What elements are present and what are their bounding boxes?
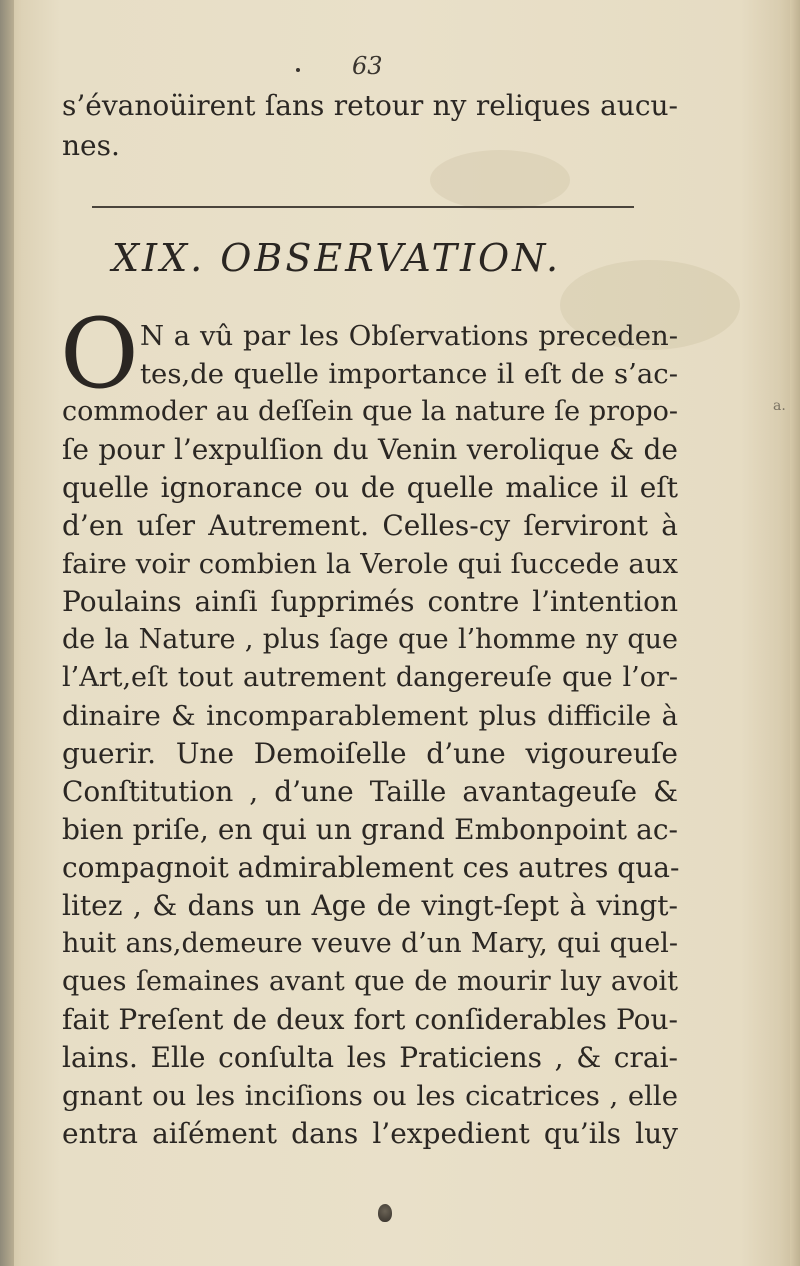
continuation-line: s’évanoüirent ſans retour ny reliques aucu- [62, 89, 678, 122]
ornament-icon [378, 1204, 392, 1222]
body-line: commoder au deſſein que la nature ſe propo- [62, 396, 678, 427]
body-line: dinaire & incomparablement plus difficile à [62, 700, 678, 732]
body-line: d’en uſer Autrement. Celles-cy ſerviront à [62, 509, 678, 542]
body-line: ſe pour l’expulſion du Venin verolique & de [62, 433, 678, 466]
body-line: gnant ou les inciſions ou les cicatrices , elle [62, 1080, 678, 1112]
drop-cap: O [60, 298, 139, 410]
body-line: bien priſe, en qui un grand Embonpoint ac- [62, 813, 678, 846]
page-edge-shadow [790, 0, 800, 1266]
page-gutter-shadow [0, 0, 14, 1266]
section-divider [92, 206, 634, 208]
margin-mark: a. [773, 398, 786, 414]
body-line: guerir. Une Demoiſelle d’une vigoureuſe [62, 737, 678, 770]
continuation-line: nes. [62, 129, 120, 162]
body-line: quelle ignorance ou de quelle malice il eſt [62, 471, 678, 504]
body-line: huit ans,demeure veuve d’un Mary, qui quel- [62, 928, 678, 959]
body-line: de la Nature , plus ſage que l’homme ny que [62, 624, 678, 655]
body-line: l’Art,eſt tout autrement dangereuſe que l’or- [62, 662, 678, 693]
dropped-line: N a vû par les Obſervations preceden- [140, 320, 678, 352]
ink-speck [296, 68, 300, 72]
body-line: entra aiſément dans l’expedient qu’ils luy [62, 1117, 678, 1150]
body-line: lains. Elle conſulta les Praticiens , & crai- [62, 1041, 678, 1074]
dropped-line: tes,de quelle importance il eſt de s’ac- [140, 358, 678, 390]
body-line: Poulains ainſi ſupprimés contre l’intention [62, 585, 678, 618]
body-line: ques ſemaines avant que de mourir luy avoit [62, 966, 678, 997]
body-line: faire voir combien la Verole qui ſuccede aux [62, 548, 678, 580]
body-line: Conſtitution , d’une Taille avantageuſe & [62, 775, 678, 808]
body-line: fait Preſent de deux fort conſiderables Pou- [62, 1003, 678, 1036]
body-line: litez , & dans un Age de vingt-ſept à vingt- [62, 889, 678, 922]
section-heading: XIX. OBSERVATION. [112, 236, 562, 280]
body-line: compagnoit admirablement ces autres qua- [62, 851, 680, 884]
page-number: 63 [352, 52, 383, 80]
